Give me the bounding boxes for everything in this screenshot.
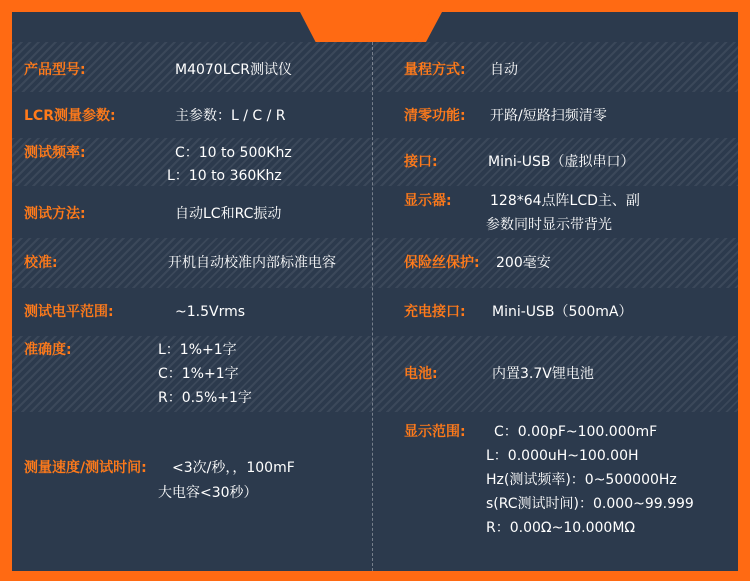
model-value: M4070LCR测试仪 [175, 62, 293, 78]
port-value: Mini-USB（虚拟串口） [488, 154, 635, 170]
display-range-c: C：0.00pF~100.000mF [494, 424, 658, 440]
display-value-1: 128*64点阵LCD主、副 [490, 193, 640, 209]
level-label: 测试电平范围: [24, 304, 114, 320]
freq-value-l: L：10 to 360Khz [167, 168, 282, 184]
speed-label: 测量速度/测试时间: [24, 460, 147, 476]
lcr-label: LCR测量参数: [24, 108, 116, 124]
charge-label: 充电接口: [404, 304, 466, 320]
display-range-label: 显示范围: [404, 424, 466, 440]
accuracy-l: L：1%+1字 [158, 342, 237, 358]
speed-value-1: <3次/秒，，100mF [172, 460, 295, 476]
freq-label: 测试频率: [24, 145, 86, 161]
charge-value: Mini-USB（500mA） [492, 304, 633, 320]
table-row [12, 238, 738, 288]
accuracy-label: 准确度: [24, 342, 72, 358]
level-value: ~1.5Vrms [175, 304, 246, 320]
method-label: 测试方法: [24, 206, 86, 222]
calibration-label: 校准: [24, 255, 58, 271]
panel-top-notch [300, 12, 430, 42]
accuracy-c: C：1%+1字 [158, 366, 239, 382]
display-range-r: R：0.00Ω~10.000MΩ [486, 520, 636, 536]
display-label: 显示器: [404, 193, 452, 209]
fuse-label: 保险丝保护: [404, 255, 480, 271]
range-mode-value: 自动 [490, 62, 518, 78]
calibration-value: 开机自动校准内部标准电容 [168, 255, 336, 271]
display-value-2: 参数同时显示带背光 [486, 217, 612, 233]
model-label: 产品型号: [24, 62, 86, 78]
table-row [12, 42, 738, 92]
battery-label: 电池: [404, 366, 438, 382]
freq-value-c: C：10 to 500Khz [175, 145, 292, 161]
accuracy-r: R：0.5%+1字 [158, 390, 252, 406]
table-row [12, 336, 738, 412]
column-divider [372, 42, 373, 571]
zero-value: 开路/短路扫频清零 [490, 108, 607, 124]
zero-label: 清零功能: [404, 108, 466, 124]
lcr-value: 主参数：L / C / R [175, 108, 286, 124]
speed-value-2: 大电容<30秒） [158, 485, 258, 501]
display-range-l: L：0.000uH~100.00H [486, 448, 639, 464]
port-label: 接口: [404, 154, 438, 170]
battery-value: 内置3.7V锂电池 [492, 366, 594, 382]
fuse-value: 200毫安 [496, 255, 551, 271]
display-range-hz: Hz(测试频率)：0~500000Hz [486, 472, 677, 488]
table-row [12, 92, 738, 138]
display-range-s: s(RC测试时间)：0.000~99.999 [486, 496, 694, 512]
method-value: 自动LC和RC振动 [175, 206, 282, 222]
range-mode-label: 量程方式: [404, 62, 466, 78]
